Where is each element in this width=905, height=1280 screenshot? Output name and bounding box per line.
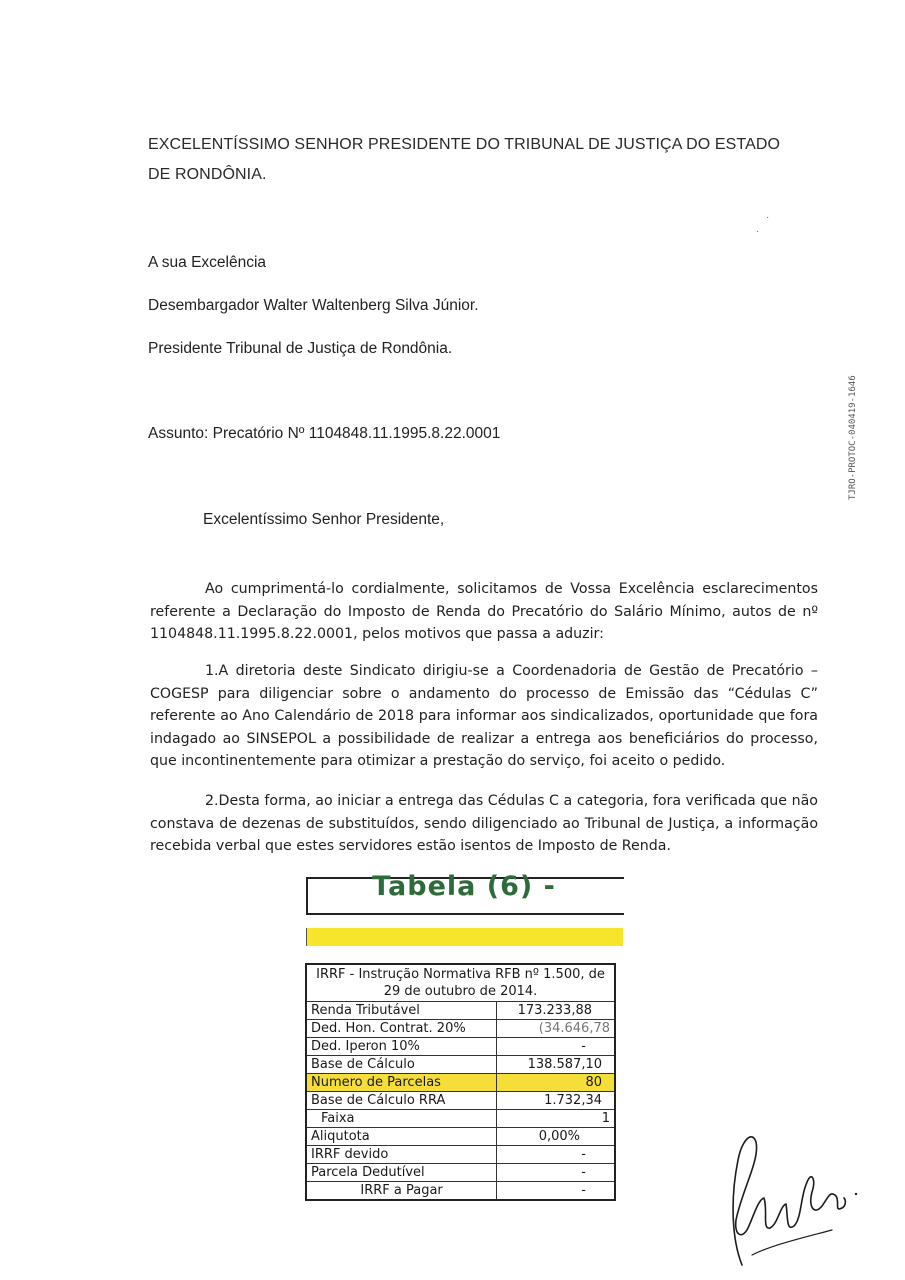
table-row (306, 1002, 615, 1020)
letter-header (148, 130, 828, 190)
row-value: - (497, 1182, 615, 1201)
table-row (306, 1128, 615, 1146)
row-label: Renda Tributável (306, 1002, 497, 1020)
table-caption-row (306, 964, 615, 1002)
row-value: 1.732,34 (497, 1092, 615, 1110)
row-label: IRRF devido (306, 1146, 497, 1164)
table-title: Tabela (6) - (372, 871, 556, 902)
row-value: 1 (497, 1110, 615, 1128)
yellow-highlight-bar (306, 928, 623, 946)
table-row (306, 1056, 615, 1074)
row-value: 138.587,10 (497, 1056, 615, 1074)
table-row (306, 1074, 615, 1092)
row-label: Numero de Parcelas (306, 1074, 497, 1092)
handwritten-signature (712, 1120, 872, 1270)
row-label: Ded. Hon. Contrat. 20% (306, 1020, 497, 1038)
row-label: Aliqutota (306, 1128, 497, 1146)
irrf-table (305, 963, 616, 1201)
table-row (306, 1146, 615, 1164)
speck: · (766, 212, 770, 223)
table-row (306, 1092, 615, 1110)
table-row (306, 1110, 615, 1128)
header-line-1: EXCELENTÍSSIMO SENHOR PRESIDENTE DO TRIBUNAL DE JUSTIÇA DO ESTADO (148, 136, 781, 153)
header-line-2: DE RONDÔNIA. (148, 166, 267, 183)
paragraph-item-2: 2.Desta forma, ao iniciar a entrega das Cédulas C a categoria, fora verificada que não constava de dezenas de substituídos, sendo diligenciado ao Tribunal de Justiça, a informação recebida verbal que estes servidores estão isentos de Imposto de Renda. (150, 793, 818, 854)
addressee-line-1: A sua Excelência (148, 254, 267, 271)
row-value: - (497, 1146, 615, 1164)
table-row (306, 1038, 615, 1056)
paragraph-intro: Ao cumprimentá-lo cordialmente, solicitamos de Vossa Excelência esclarecimentos referente a Declaração do Imposto de Renda do Precatório do Salário Mínimo, autos de nº 1104848.11.1995.8.22.0001, pelos motivos que passa a aduzir: (150, 581, 818, 642)
subject-line: Assunto: Precatório Nº 1104848.11.1995.8.22.0001 (148, 425, 501, 442)
row-value: 173.233,88 (497, 1002, 615, 1020)
row-label: Parcela Dedutível (306, 1164, 497, 1182)
table-row (306, 1020, 615, 1038)
row-label: Faixa (306, 1110, 497, 1128)
row-value: (34.646,78 (497, 1020, 615, 1038)
row-value: 80 (497, 1074, 615, 1092)
speck: · (756, 226, 760, 237)
addressee-line-3: Presidente Tribunal de Justiça de Rondônia. (148, 340, 453, 357)
table-caption: IRRF - Instrução Normativa RFB nº 1.500, de 29 de outubro de 2014. (306, 964, 615, 1002)
paragraph-item-1: 1.A diretoria deste Sindicato dirigiu-se a Coordenadoria de Gestão de Precatório – COGESP para diligenciar sobre o andamento do processo de Emissão das “Cédulas C” referente ao Ano Calendário de 2018 para informar aos sindicalizados, oportunidade que fora indagado ao SINSEPOL a possibilidade de realizar a entrega aos beneficiários do processo, que incontinentemente para otimizar a prestação do serviço, foi aceito o pedido. (150, 663, 818, 769)
row-value: - (497, 1038, 615, 1056)
row-value: 0,00% (497, 1128, 615, 1146)
row-label: Ded. Iperon 10% (306, 1038, 497, 1056)
protocol-stamp (848, 370, 862, 510)
row-value: - (497, 1164, 615, 1182)
addressee-line-2: Desembargador Walter Waltenberg Silva Júnior. (148, 297, 479, 314)
row-label: IRRF a Pagar (306, 1182, 497, 1201)
row-label: Base de Cálculo (306, 1056, 497, 1074)
salutation: Excelentíssimo Senhor Presidente, (203, 511, 445, 528)
table-row (306, 1182, 615, 1201)
table-row (306, 1164, 615, 1182)
row-label: Base de Cálculo RRA (306, 1092, 497, 1110)
protocol-stamp-text: TJRO-PROTOC-040419-1646 (848, 375, 858, 500)
